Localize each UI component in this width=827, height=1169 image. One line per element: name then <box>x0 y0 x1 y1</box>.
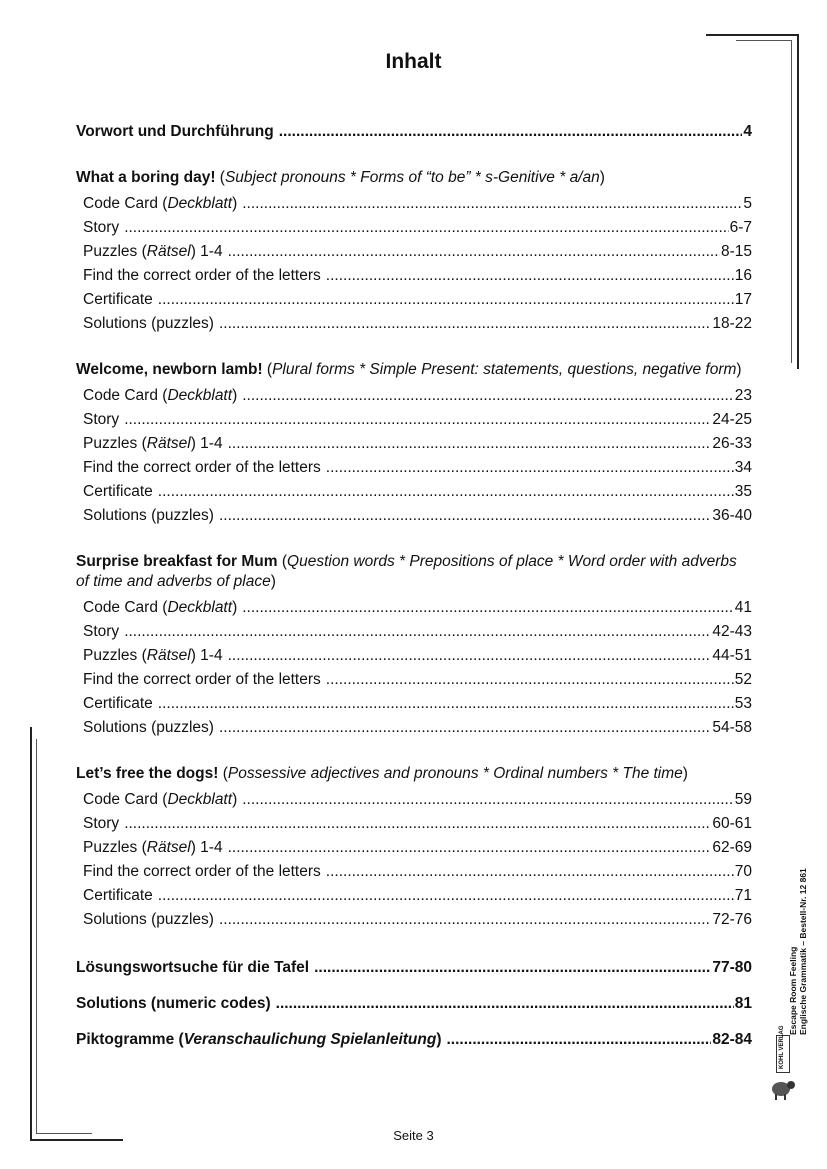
toc-entry-page: 18-22 <box>712 315 752 332</box>
toc-entry[interactable] <box>76 884 752 908</box>
toc-entry[interactable] <box>76 644 752 668</box>
toc-entry-page: 16 <box>734 267 752 284</box>
toc-entry-label: Code Card (Deckblatt) <box>83 791 238 808</box>
toc-entry-label: Lösungswortsuche für die Tafel <box>76 959 310 976</box>
toc-entry-label: Piktogramme (Veranschaulichung Spielanleitung) <box>76 1031 442 1048</box>
toc-section <box>76 764 752 932</box>
toc-entry-label: Puzzles (Rätsel) 1-4 <box>83 435 223 452</box>
leader-dots <box>124 812 711 836</box>
toc-entry-label: Solutions (numeric codes) <box>76 995 271 1012</box>
toc-entry[interactable] <box>76 240 752 264</box>
leader-dots <box>158 884 734 908</box>
toc-entry-page: 60-61 <box>712 815 752 832</box>
toc-entry-page: 41 <box>734 599 752 616</box>
toc-entry-page: 34 <box>734 459 752 476</box>
leader-dots <box>314 956 711 980</box>
toc-entry-vorwort[interactable] <box>76 120 752 144</box>
toc-entry-label: Certificate <box>83 695 153 712</box>
toc-entry-page: 52 <box>734 671 752 688</box>
sheep-logo-icon <box>770 1075 798 1101</box>
leader-dots <box>279 120 743 144</box>
toc-entry-page: 53 <box>734 695 752 712</box>
leader-dots <box>276 992 734 1016</box>
leader-dots <box>158 288 734 312</box>
toc-section <box>76 168 752 336</box>
side-label-text <box>788 845 808 1035</box>
toc-section <box>76 552 752 740</box>
toc-entry[interactable] <box>76 860 752 884</box>
toc-entry-page: 23 <box>734 387 752 404</box>
toc-entry[interactable] <box>76 692 752 716</box>
toc-entry-page: 5 <box>743 195 752 212</box>
toc-entry-label: Puzzles (Rätsel) 1-4 <box>83 839 223 856</box>
toc-entry-page: 6-7 <box>729 219 752 236</box>
toc-entry[interactable] <box>76 192 752 216</box>
toc-entry[interactable] <box>76 716 752 740</box>
toc-entry-label: Find the correct order of the letters <box>83 671 321 688</box>
toc-entry[interactable] <box>76 432 752 456</box>
toc-entry-label: Vorwort und Durchführung <box>76 123 274 140</box>
toc-entry[interactable] <box>76 1028 752 1052</box>
toc-entry-page: 44-51 <box>712 647 752 664</box>
section-heading[interactable]: Surprise breakfast for Mum (Question words * Prepositions of place * Word order with adverbs of time and adverbs of place) <box>76 553 737 590</box>
toc-entry[interactable] <box>76 384 752 408</box>
toc-entry-label: Story <box>83 623 120 640</box>
toc-entry[interactable] <box>76 620 752 644</box>
toc-entry[interactable] <box>76 788 752 812</box>
toc-entry-label: Certificate <box>83 291 153 308</box>
toc-sections <box>76 168 752 932</box>
toc-entry[interactable] <box>76 408 752 432</box>
leader-dots <box>326 668 734 692</box>
toc-entry-label: Find the correct order of the letters <box>83 863 321 880</box>
toc-entry-page: 4 <box>743 123 752 140</box>
toc-entry[interactable] <box>76 992 752 1016</box>
toc-entry[interactable] <box>76 456 752 480</box>
leader-dots <box>446 1028 711 1052</box>
toc-entry-page: 82-84 <box>712 1031 752 1048</box>
leader-dots <box>326 264 734 288</box>
toc-entry-label: Puzzles (Rätsel) 1-4 <box>83 647 223 664</box>
leader-dots <box>326 456 734 480</box>
toc-entry-label: Solutions (puzzles) <box>83 315 214 332</box>
leader-dots <box>124 620 711 644</box>
page-number: Seite 3 <box>393 1128 434 1143</box>
toc-closing <box>76 956 752 1052</box>
leader-dots <box>219 504 711 528</box>
toc-entry[interactable] <box>76 812 752 836</box>
section-heading[interactable]: Welcome, newborn lamb! (Plural forms * Simple Present: statements, questions, negative form) <box>76 361 742 378</box>
toc-entry-label: Solutions (puzzles) <box>83 507 214 524</box>
toc-entry-page: 72-76 <box>712 911 752 928</box>
table-of-contents <box>76 120 752 1064</box>
toc-entry[interactable] <box>76 596 752 620</box>
leader-dots <box>326 860 734 884</box>
toc-entry[interactable] <box>76 908 752 932</box>
toc-entry-label: Find the correct order of the letters <box>83 267 321 284</box>
leader-dots <box>124 408 711 432</box>
leader-dots <box>158 692 734 716</box>
side-label <box>768 845 808 1035</box>
toc-entry-page: 71 <box>734 887 752 904</box>
toc-entry[interactable] <box>76 312 752 336</box>
toc-entry[interactable] <box>76 836 752 860</box>
toc-entry-page: 54-58 <box>712 719 752 736</box>
leader-dots <box>158 480 734 504</box>
toc-entry-label: Code Card (Deckblatt) <box>83 387 238 404</box>
leader-dots <box>124 216 728 240</box>
publisher-name: KOHL VERLAG <box>779 1025 785 1069</box>
side-label-line1: Escape Room Feeling <box>788 946 798 1035</box>
toc-entry-page: 62-69 <box>712 839 752 856</box>
publisher-logo <box>770 1025 798 1101</box>
toc-entry-label: Story <box>83 815 120 832</box>
toc-section <box>76 360 752 528</box>
toc-entry-page: 70 <box>734 863 752 880</box>
leader-dots <box>219 312 711 336</box>
toc-entry-label: Code Card (Deckblatt) <box>83 599 238 616</box>
leader-dots <box>242 384 734 408</box>
section-heading[interactable]: Let’s free the dogs! (Possessive adjectives and pronouns * Ordinal numbers * The time) <box>76 765 688 782</box>
toc-entry-label: Story <box>83 219 120 236</box>
toc-entry-page: 17 <box>734 291 752 308</box>
leader-dots <box>228 836 712 860</box>
toc-entry-label: Certificate <box>83 483 153 500</box>
leader-dots <box>228 240 720 264</box>
toc-entry[interactable] <box>76 480 752 504</box>
toc-entry-page: 59 <box>734 791 752 808</box>
toc-entry-label: Find the correct order of the letters <box>83 459 321 476</box>
leader-dots <box>219 908 711 932</box>
toc-entry-page: 35 <box>734 483 752 500</box>
leader-dots <box>242 596 734 620</box>
toc-entry-label: Certificate <box>83 887 153 904</box>
toc-entry-page: 26-33 <box>712 435 752 452</box>
toc-entry[interactable] <box>76 956 752 980</box>
side-label-line2: Englische Grammatik – Bestell-Nr. 12 861 <box>798 868 808 1035</box>
toc-entry-page: 8-15 <box>720 243 752 260</box>
toc-entry-label: Story <box>83 411 120 428</box>
leader-dots <box>242 192 742 216</box>
toc-entry-page: 24-25 <box>712 411 752 428</box>
leader-dots <box>228 644 712 668</box>
section-heading[interactable]: What a boring day! (Subject pronouns * Forms of “to be” * s-Genitive * a/an) <box>76 169 605 186</box>
leader-dots <box>219 716 711 740</box>
toc-entry-page: 36-40 <box>712 507 752 524</box>
toc-entry[interactable] <box>76 264 752 288</box>
toc-entry-page: 81 <box>734 995 752 1012</box>
toc-entry-label: Code Card (Deckblatt) <box>83 195 238 212</box>
toc-entry-label: Solutions (puzzles) <box>83 911 214 928</box>
toc-entry-label: Solutions (puzzles) <box>83 719 214 736</box>
toc-entry-page: 42-43 <box>712 623 752 640</box>
toc-entry-page: 77-80 <box>712 959 752 976</box>
toc-entry[interactable] <box>76 216 752 240</box>
toc-entry[interactable] <box>76 288 752 312</box>
toc-entry-label: Puzzles (Rätsel) 1-4 <box>83 243 223 260</box>
leader-dots <box>242 788 734 812</box>
leader-dots <box>228 432 712 456</box>
toc-entry[interactable] <box>76 504 752 528</box>
page-title: Inhalt <box>385 50 442 73</box>
toc-entry[interactable] <box>76 668 752 692</box>
